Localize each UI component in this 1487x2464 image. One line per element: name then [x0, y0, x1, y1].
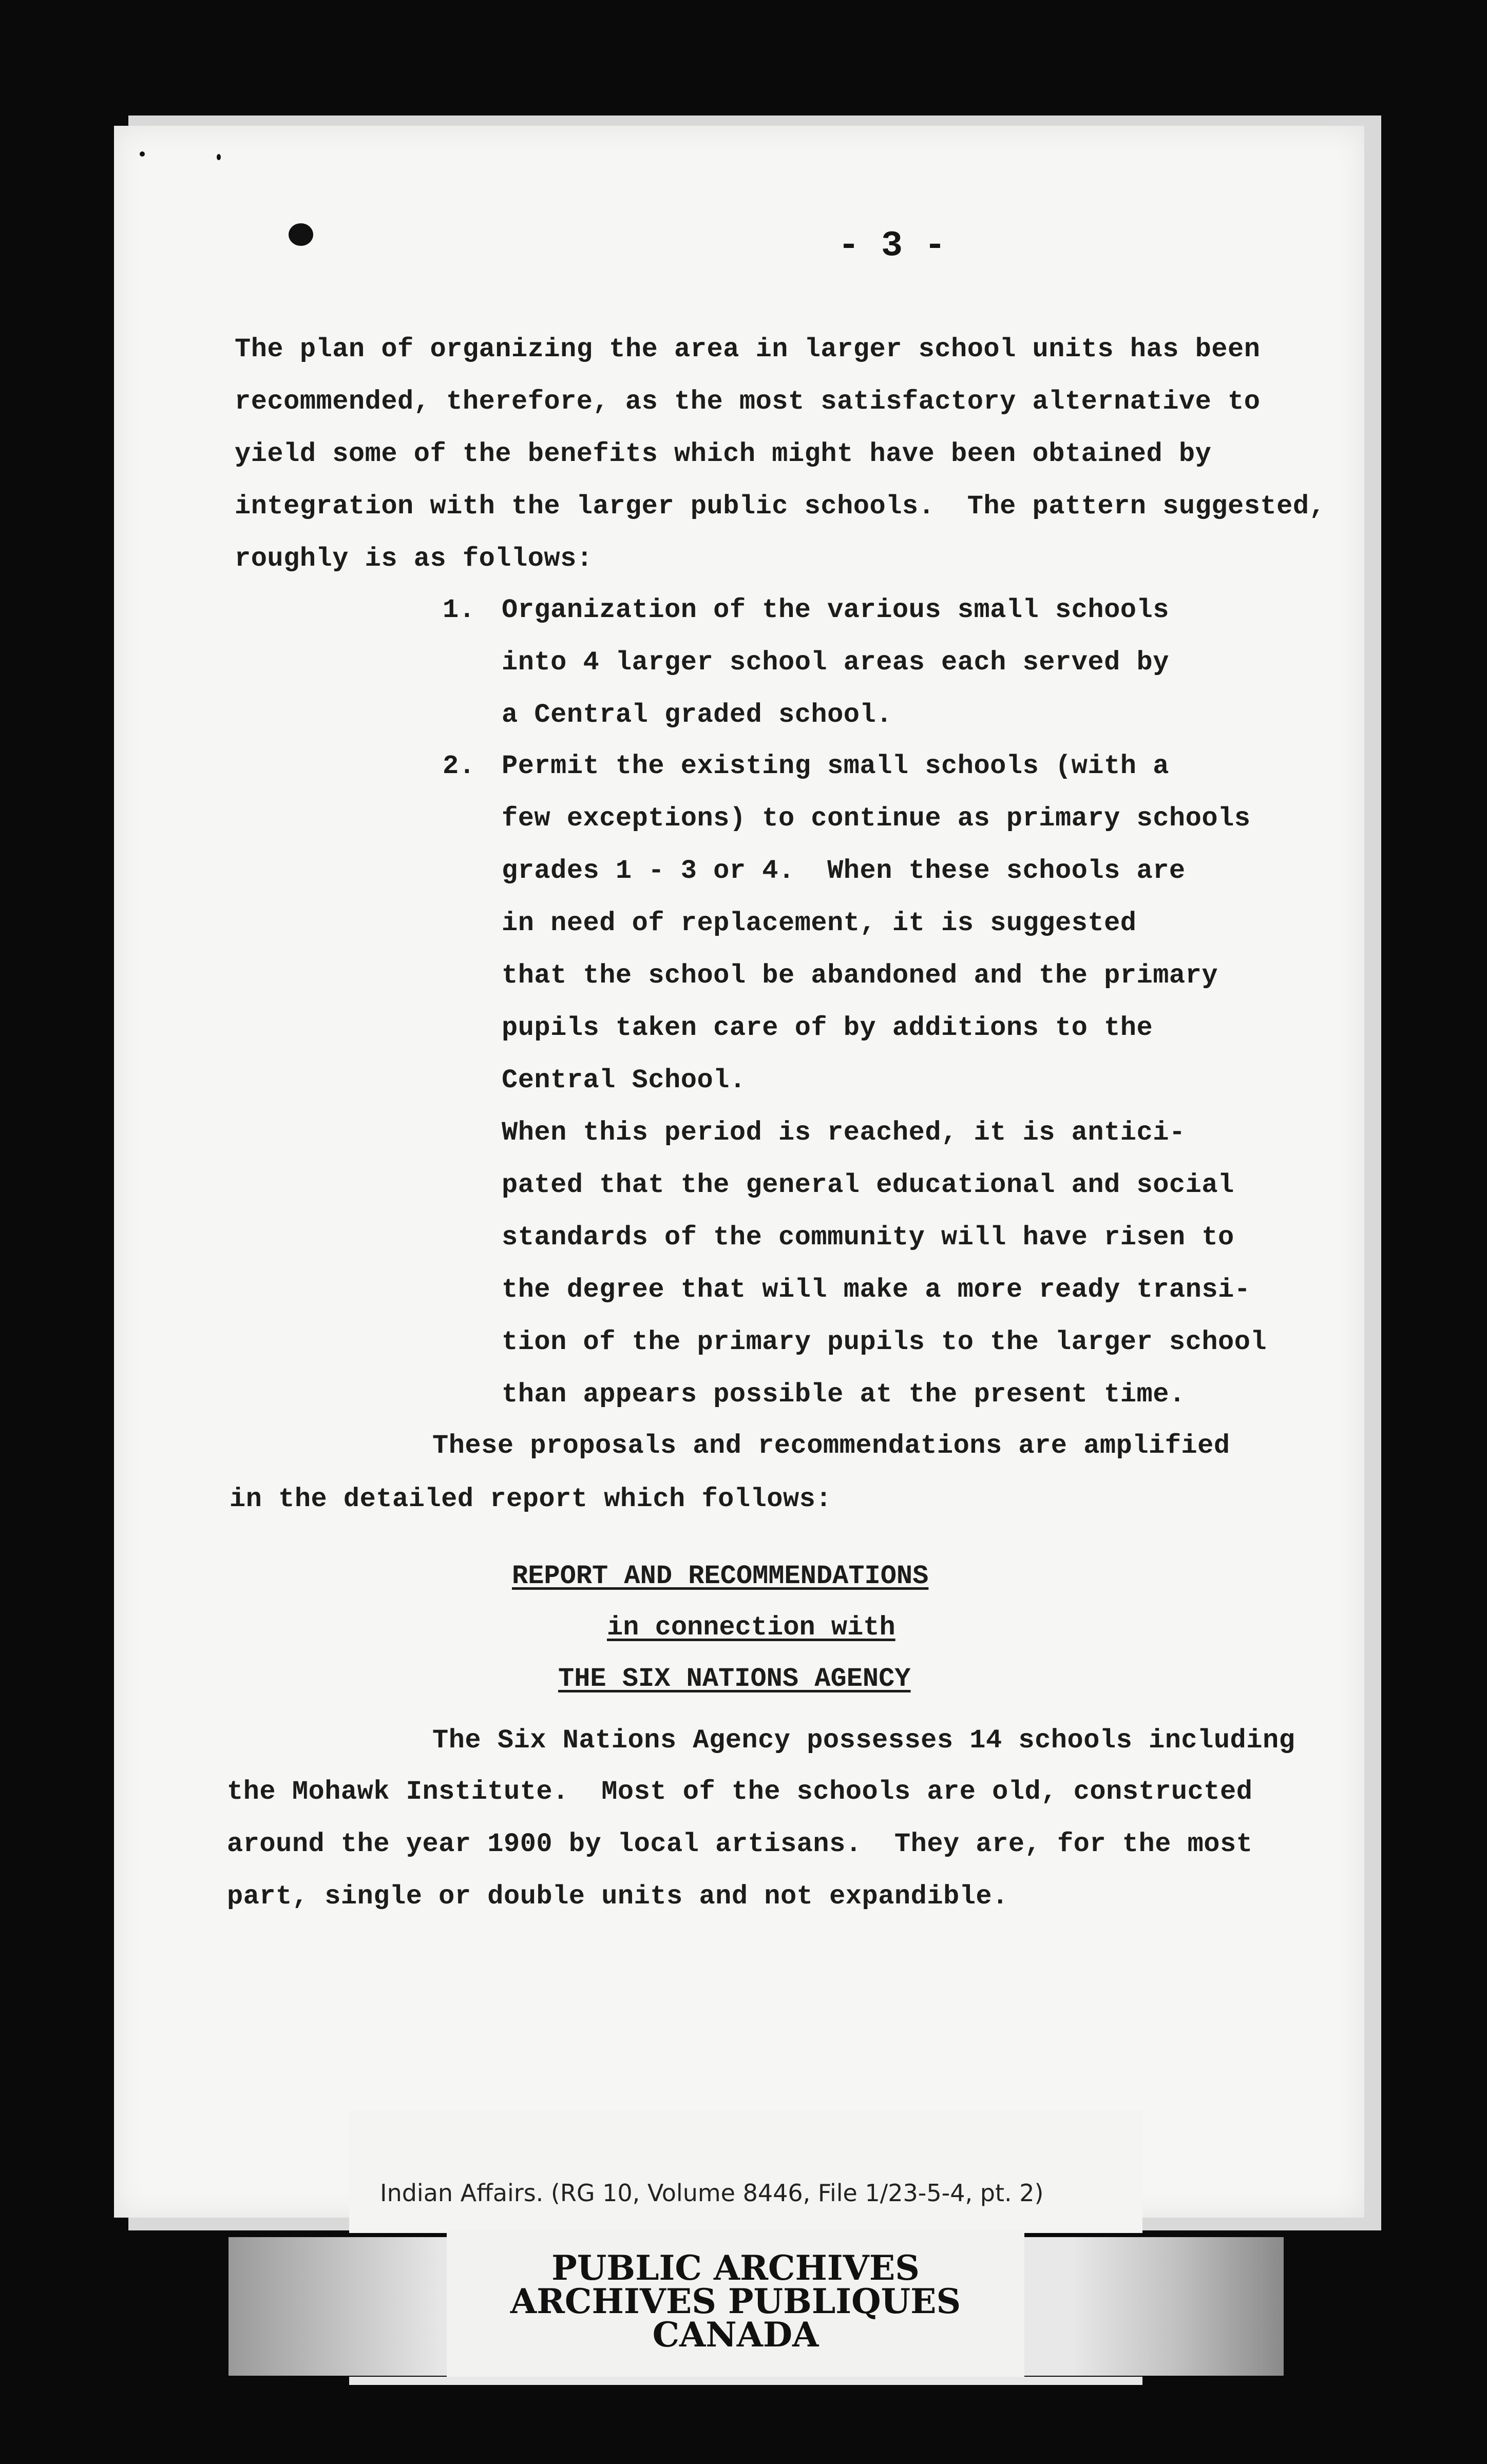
- archive-reference: Indian Affairs. (RG 10, Volume 8446, File 1/23-5-4, pt. 2): [380, 2179, 1044, 2207]
- archive-stamp-line: PUBLIC ARCHIVES: [551, 2248, 920, 2288]
- archive-stamp-line: CANADA: [652, 2315, 819, 2355]
- paragraph-line: around the year 1900 by local artisans. They are, for the most: [227, 1829, 1253, 1859]
- list-item-line: pated that the general educational and social: [502, 1170, 1234, 1200]
- paragraph-line: These proposals and recommendations are amplified: [432, 1431, 1230, 1461]
- archive-label: [349, 2110, 1142, 2233]
- list-item-line: into 4 larger school areas each served by: [502, 647, 1169, 678]
- paragraph-line: in the detailed report which follows:: [230, 1484, 832, 1514]
- document-page: [114, 126, 1364, 2218]
- list-item-line: Permit the existing small schools (with a: [502, 751, 1169, 781]
- list-item-line: in need of replacement, it is suggested: [502, 908, 1137, 938]
- list-item-line: than appears possible at the present time.: [502, 1379, 1186, 1410]
- paragraph-line: integration with the larger public schools. The pattern suggested,: [235, 491, 1326, 522]
- paragraph-line: The Six Nations Agency possesses 14 schools including: [432, 1725, 1295, 1756]
- section-heading: REPORT AND RECOMMENDATIONS: [512, 1561, 929, 1591]
- paragraph-line: yield some of the benefits which might have been obtained by: [235, 439, 1212, 469]
- list-item-line: tion of the primary pupils to the larger school: [502, 1327, 1267, 1357]
- list-item-line: few exceptions) to continue as primary schools: [502, 803, 1251, 834]
- paragraph-line: part, single or double units and not expandible.: [227, 1881, 1008, 1912]
- paragraph-line: roughly is as follows:: [235, 544, 593, 574]
- list-item-line: a Central graded school.: [502, 700, 892, 730]
- archive-stamp-line: ARCHIVES PUBLIQUES: [510, 2281, 961, 2321]
- list-item-line: When this period is reached, it is antici-: [502, 1118, 1186, 1148]
- paragraph-line: recommended, therefore, as the most satisfactory alternative to: [235, 387, 1261, 417]
- list-item-line: grades 1 - 3 or 4. When these schools are: [502, 856, 1186, 886]
- list-item-line: pupils taken care of by additions to the: [502, 1013, 1153, 1043]
- list-item-line: Organization of the various small schools: [502, 595, 1169, 625]
- ink-speck: [217, 154, 221, 160]
- section-subheading: in connection with: [607, 1612, 895, 1643]
- list-item-line: standards of the community will have risen to: [502, 1222, 1234, 1253]
- list-item-number: 1.: [443, 595, 475, 625]
- list-item-line: the degree that will make a more ready transi-: [502, 1275, 1251, 1305]
- ink-speck: [140, 151, 145, 157]
- paragraph-line: the Mohawk Institute. Most of the schools are old, constructed: [227, 1777, 1253, 1807]
- section-heading-agency: THE SIX NATIONS AGENCY: [558, 1664, 911, 1694]
- list-item-line: that the school be abandoned and the primary: [502, 960, 1218, 991]
- ink-blot: [289, 223, 313, 246]
- label-bottom-strip: [349, 2377, 1142, 2385]
- paragraph-line: The plan of organizing the area in larger school units has been: [235, 334, 1261, 364]
- list-item-number: 2.: [443, 751, 475, 781]
- list-item-line: Central School.: [502, 1065, 746, 1095]
- page-number: - 3 -: [838, 226, 946, 266]
